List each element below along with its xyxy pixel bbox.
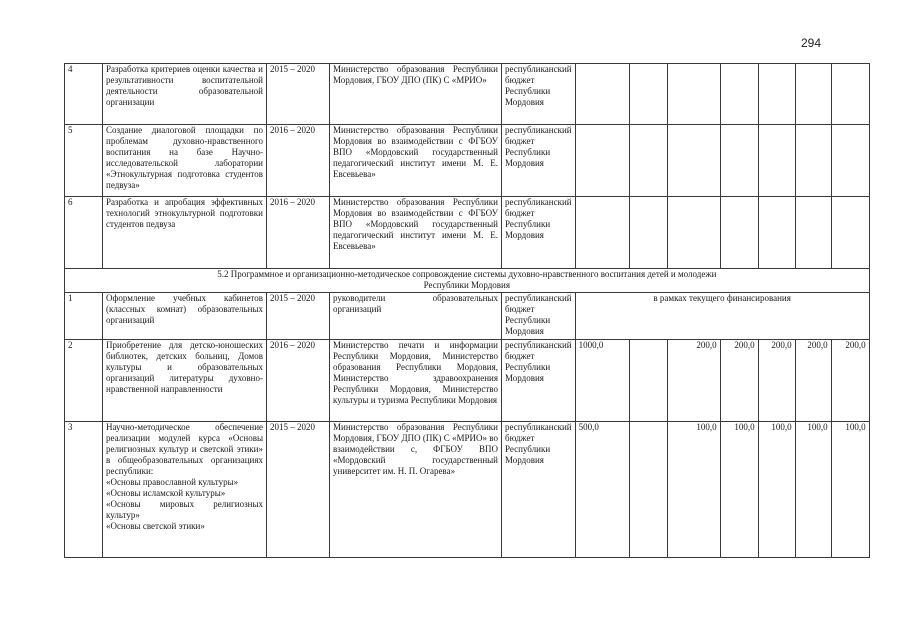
year-2020-cell: 200,0 xyxy=(831,340,869,422)
total-cell: 1000,0 xyxy=(575,340,629,422)
module-name: «Основы исламской культуры» xyxy=(106,488,226,498)
year-2020-cell xyxy=(831,197,869,269)
year-2016-cell: 200,0 xyxy=(667,340,720,422)
table-row xyxy=(65,125,870,197)
module-name: «Основы православной культуры» xyxy=(106,477,239,487)
year-2020-cell: 100,0 xyxy=(831,422,869,558)
program-table xyxy=(64,63,870,558)
row-number: 1 xyxy=(65,293,103,340)
year-2015-cell xyxy=(629,197,667,269)
year-2020-cell xyxy=(831,125,869,197)
year-2016-cell xyxy=(667,125,720,197)
period-cell: 2016 – 2020 xyxy=(267,197,330,269)
year-2017-cell xyxy=(720,197,758,269)
year-2017-cell xyxy=(720,125,758,197)
year-2019-cell xyxy=(795,197,831,269)
table-row xyxy=(65,422,870,558)
table-row xyxy=(65,197,870,269)
year-2017-cell: 200,0 xyxy=(720,340,758,422)
total-cell xyxy=(575,125,629,197)
year-2019-cell: 200,0 xyxy=(795,340,831,422)
year-2019-cell xyxy=(795,64,831,125)
row-number: 5 xyxy=(65,125,103,197)
period-cell: 2015 – 2020 xyxy=(267,64,330,125)
period-cell: 2016 – 2020 xyxy=(267,125,330,197)
year-2016-cell xyxy=(667,197,720,269)
year-2020-cell xyxy=(831,64,869,125)
activity-cell xyxy=(103,422,267,558)
year-2018-cell xyxy=(758,197,795,269)
period-cell: 2015 – 2020 xyxy=(267,293,330,340)
section-header-row xyxy=(65,269,870,293)
table-row xyxy=(65,64,870,125)
year-2018-cell: 100,0 xyxy=(758,422,795,558)
activity-text: Научно-методическое обеспечение реализации модулей курса «Основы религиозных культур и светской этики» в общеобразовательных организациях республики: xyxy=(106,422,263,476)
total-cell xyxy=(575,64,629,125)
page-number: 294 xyxy=(801,36,822,50)
year-2015-cell xyxy=(629,125,667,197)
row-number: 6 xyxy=(65,197,103,269)
funding-source-cell: республиканский бюджет Республики Мордовия xyxy=(502,293,576,340)
year-2018-cell xyxy=(758,125,795,197)
row-number: 2 xyxy=(65,340,103,422)
year-2015-cell xyxy=(629,340,667,422)
activity-cell: Создание диалоговой площадки по проблемам духовно-нравственного воспитания на базе Научно-исследовательской лаборатории «Этнокультурная подготовка студентов педвуза» xyxy=(103,125,267,197)
financing-note: в рамках текущего финансирования xyxy=(575,293,869,340)
funding-source-cell: республиканский бюджет Республики Мордовия xyxy=(502,64,576,125)
section-title-line: 5.2 Программное и организационно-методическое сопровождение системы духовно-нравственного воспитания детей и молодежи xyxy=(217,269,717,279)
table-row xyxy=(65,340,870,422)
row-number: 4 xyxy=(65,64,103,125)
year-2015-cell xyxy=(629,422,667,558)
section-title xyxy=(65,269,870,293)
executor-cell: Министерство образования Республики Мордовия во взаимодействии с ФГБОУ ВПО «Мордовский государственный педагогический институт имени М. Е. Евсевьева» xyxy=(330,125,502,197)
activity-cell: Приобретение для детско-юношеских библиотек, детских больниц, Домов культуры и образовательных организаций литературы духовно-нравственной направленности xyxy=(103,340,267,422)
executor-cell: Министерство образования Республики Мордовия во взаимодействии с ФГБОУ ВПО «Мордовский государственный педагогический институт имени М. Е. Евсевьева» xyxy=(330,197,502,269)
total-cell xyxy=(575,197,629,269)
year-2019-cell: 100,0 xyxy=(795,422,831,558)
year-2018-cell: 200,0 xyxy=(758,340,795,422)
period-cell: 2016 – 2020 xyxy=(267,340,330,422)
year-2015-cell xyxy=(629,64,667,125)
funding-source-cell: республиканский бюджет Республики Мордовия xyxy=(502,422,576,558)
funding-source-cell: республиканский бюджет Республики Мордовия xyxy=(502,125,576,197)
executor-cell: Министерство печати и информации Республики Мордовия, Министерство образования Республики Мордовия, Министерство здравоохранения Республики Мордовия, Министерство культуры и туризма Республики Мордовия xyxy=(330,340,502,422)
module-name: «Основы светской этики» xyxy=(106,521,205,531)
activity-cell: Разработка и апробация эффективных технологий этнокультурной подготовки студентов педвуза xyxy=(103,197,267,269)
total-cell: 500,0 xyxy=(575,422,629,558)
module-name: «Основы мировых религиозных культур» xyxy=(106,499,263,520)
funding-source-cell: республиканский бюджет Республики Мордовия xyxy=(502,340,576,422)
executor-cell: руководители образовательных организаций xyxy=(330,293,502,340)
activity-cell: Оформление учебных кабинетов (классных комнат) образовательных организаций xyxy=(103,293,267,340)
executor-cell: Министерство образования Республики Мордовия, ГБОУ ДПО (ПК) С «МРИО» во взаимодействии с, ФГБОУ ВПО «Мордовский государственный университет им. Н. П. Огарева» xyxy=(330,422,502,558)
year-2018-cell xyxy=(758,64,795,125)
year-2017-cell xyxy=(720,64,758,125)
year-2019-cell xyxy=(795,125,831,197)
year-2016-cell: 100,0 xyxy=(667,422,720,558)
year-2017-cell: 100,0 xyxy=(720,422,758,558)
executor-cell: Министерство образования Республики Мордовия, ГБОУ ДПО (ПК) С «МРИО» xyxy=(330,64,502,125)
table-row xyxy=(65,293,870,340)
section-title-line: Республики Мордовия xyxy=(423,280,510,290)
funding-source-cell: республиканский бюджет Республики Мордовия xyxy=(502,197,576,269)
activity-cell: Разработка критериев оценки качества и результативности воспитательной деятельности образовательной организации xyxy=(103,64,267,125)
row-number: 3 xyxy=(65,422,103,558)
period-cell: 2015 – 2020 xyxy=(267,422,330,558)
year-2016-cell xyxy=(667,64,720,125)
